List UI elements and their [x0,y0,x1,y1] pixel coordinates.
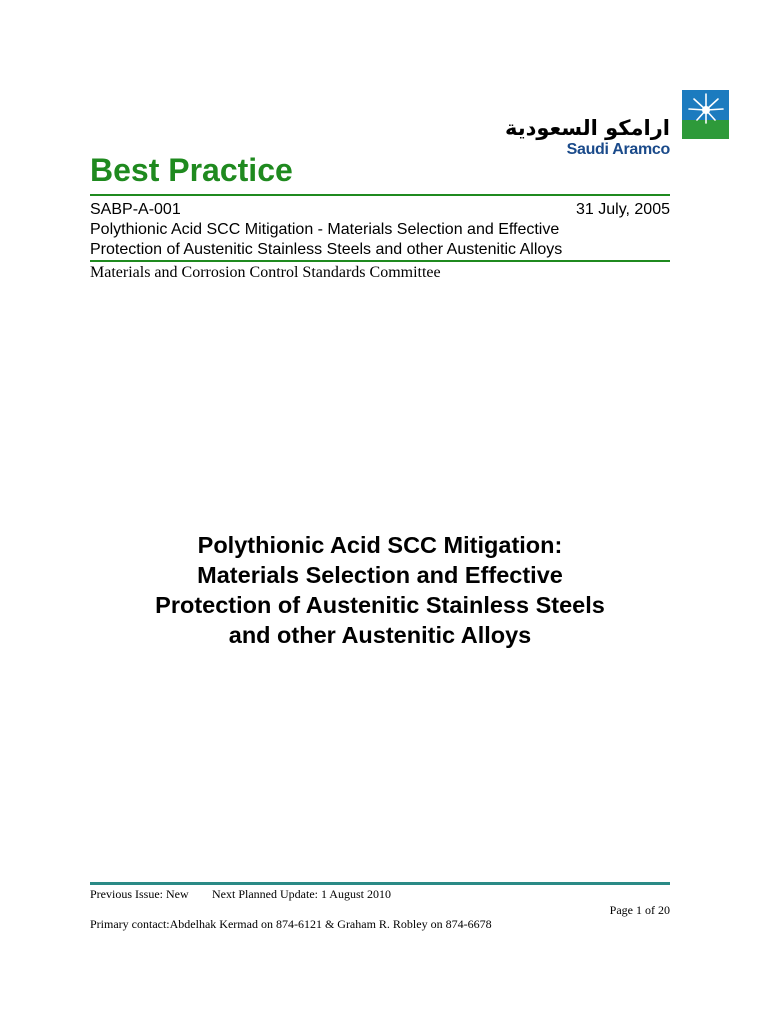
doc-subtitle-line-2: Protection of Austenitic Stainless Steels and other Austenitic Alloys [90,241,563,258]
main-title-line: and other Austenitic Alloys [228,622,532,648]
title-divider [90,194,670,196]
main-title-line: Polythionic Acid SCC Mitigation: [197,532,563,558]
aramco-star-icon [682,90,729,139]
footer-divider [90,882,670,885]
doc-number: SABP-A-001 [90,201,181,218]
logo-english-text: Saudi Aramco [566,141,670,158]
main-title-line: Protection of Austenitic Stainless Steels [155,592,605,618]
doc-meta-row [90,200,670,220]
primary-contact: Primary contact:Abdelhak Kermad on 874-6121 & Graham R. Robley on 874-6678 [90,917,492,931]
logo-arabic-text: ارامكو السعودية [504,116,670,140]
next-planned-update: Next Planned Update: 1 August 2010 [212,887,391,901]
main-title-line: Materials Selection and Effective [197,562,563,588]
page-number: Page 1 of 20 [609,903,670,917]
page-title: Best Practice [90,152,293,188]
doc-subtitle-line-1: Polythionic Acid SCC Mitigation - Materials Selection and Effective [90,221,560,238]
doc-date: 31 July, 2005 [576,201,670,218]
subtitle-divider [90,260,670,262]
committee-name: Materials and Corrosion Control Standards Committee [90,264,441,281]
previous-issue: Previous Issue: New [90,887,189,901]
document-main-title [90,530,670,650]
